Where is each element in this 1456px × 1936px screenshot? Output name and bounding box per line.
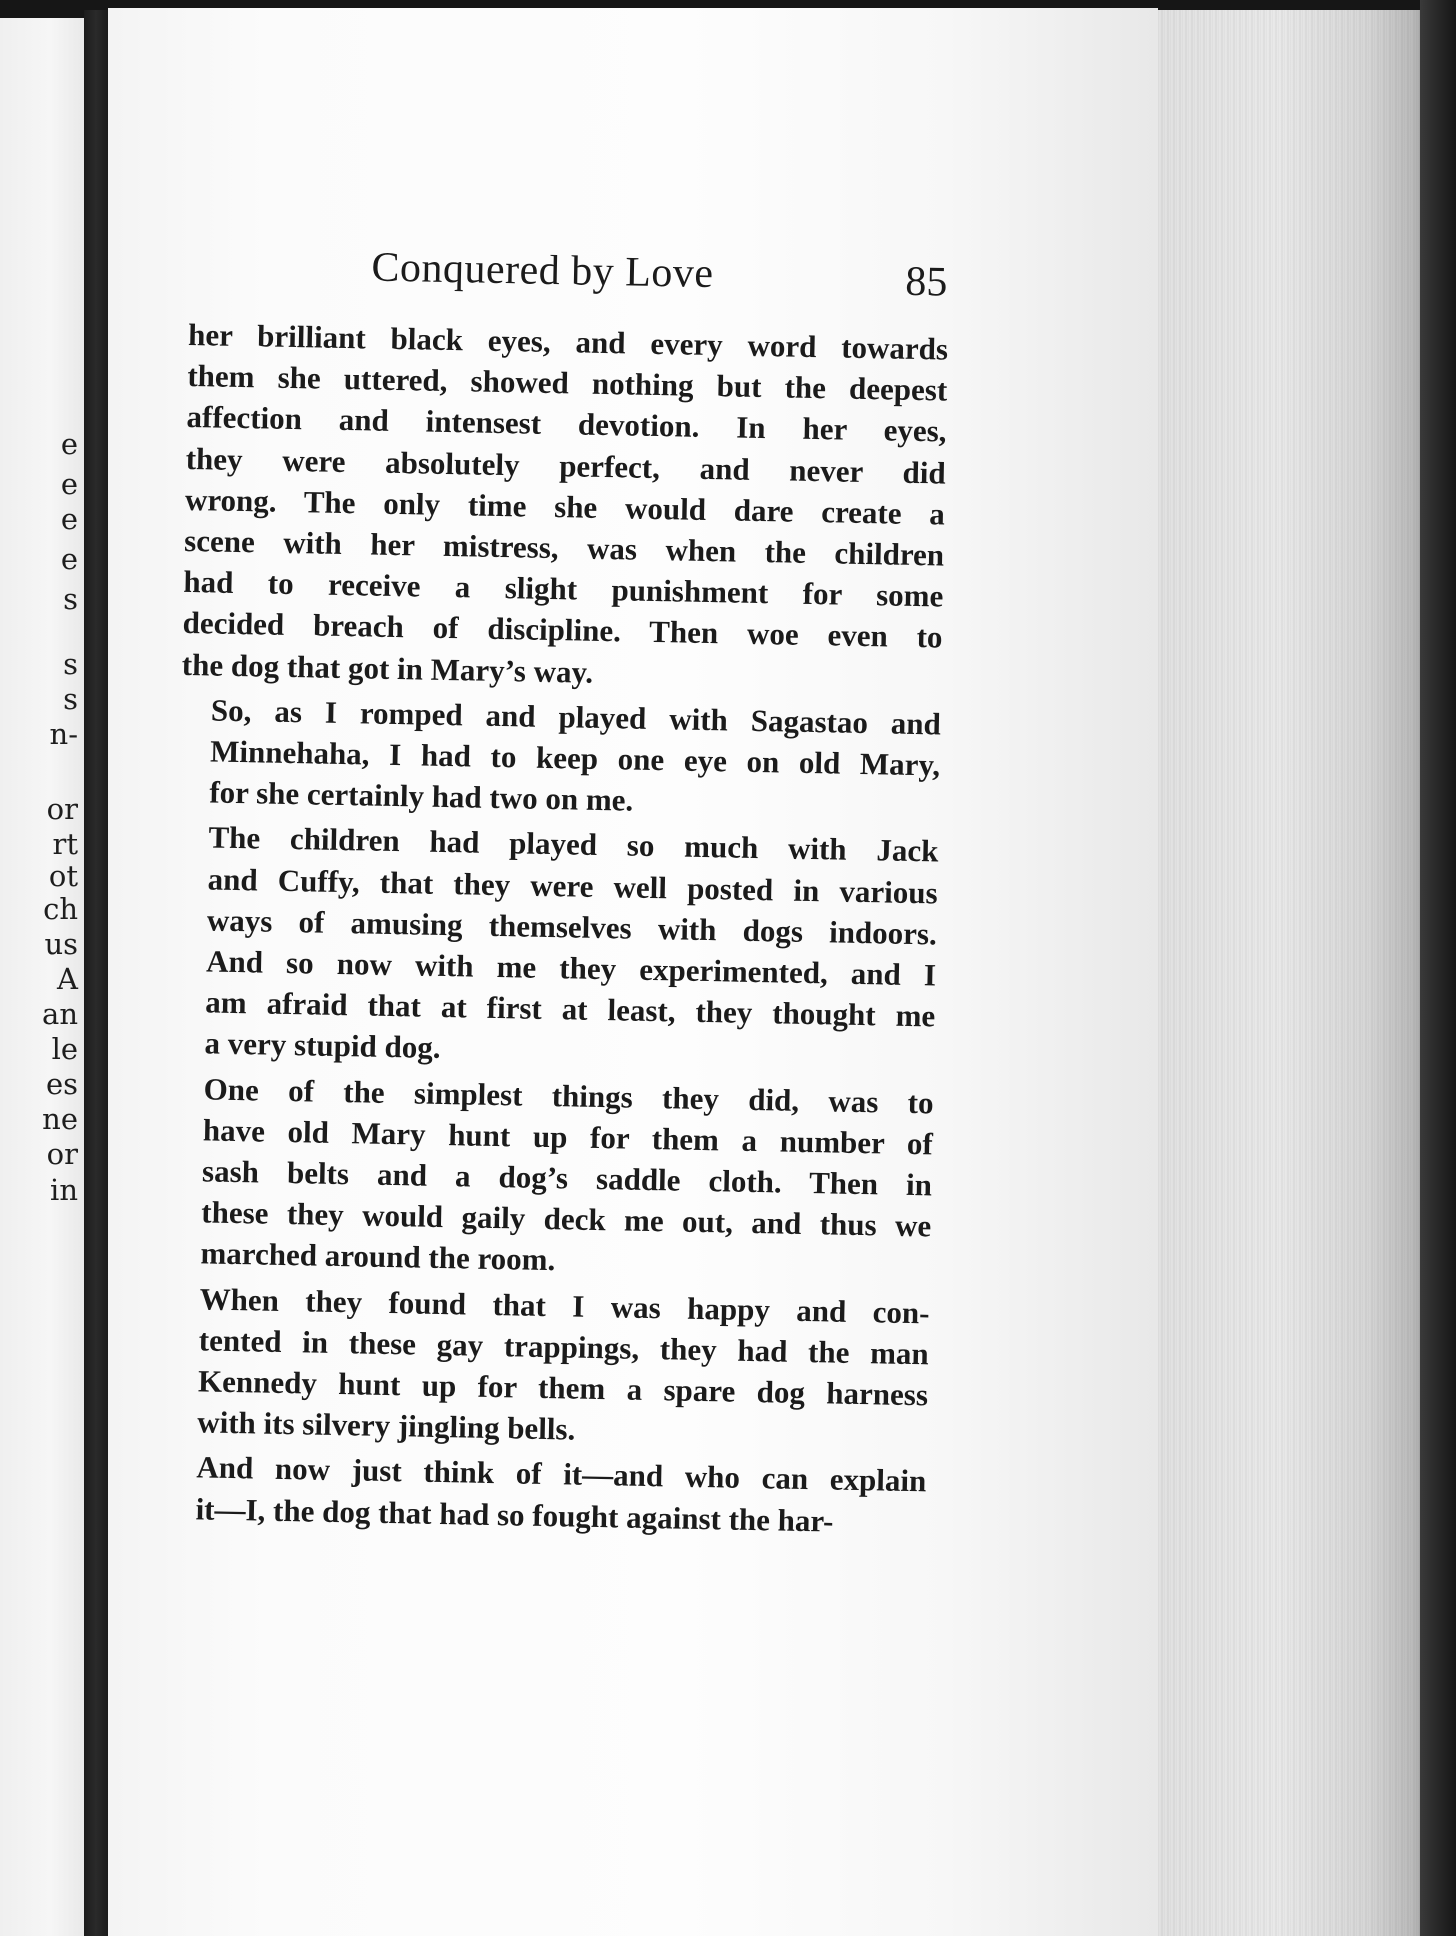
previous-page-fragment: an <box>42 997 78 1031</box>
text-line: So, as I romped and played with Sagastao and <box>210 692 942 742</box>
previous-page-fragment: s <box>63 682 78 716</box>
previous-page-fragment: e <box>60 427 78 461</box>
text-line: The children had played so much with Jack <box>208 819 939 869</box>
page-content <box>165 240 950 1547</box>
text-line: And so now with me they experimented, and I <box>205 943 937 993</box>
text-line: am afraid that at first at least, they thought me <box>205 984 936 1034</box>
paragraph <box>181 314 948 699</box>
text-line: Kennedy hunt up for them a spare dog harness <box>197 1363 929 1413</box>
previous-page-fragment: ot <box>48 859 78 893</box>
previous-page-fragment: e <box>60 467 78 501</box>
previous-page-fragment: or <box>46 1137 78 1171</box>
previous-page-text-fragments <box>0 18 80 1936</box>
previous-page-fragment: s <box>63 582 78 616</box>
text-line: When they found that I was happy and con- <box>199 1281 930 1331</box>
text-line: and Cuffy, that they were well posted in various <box>207 861 938 911</box>
book-gutter <box>84 10 108 1936</box>
text-line: Minnehaha, I had to keep one eye on old Mary, <box>209 733 941 783</box>
text-line: And now just think of it—and who can explain <box>196 1449 927 1499</box>
text-line: have old Mary hunt up for them a number of <box>202 1112 934 1162</box>
book-cover-edge <box>1420 0 1456 1936</box>
text-line: marched around the room. <box>200 1235 556 1278</box>
previous-page-fragment: le <box>51 1032 78 1066</box>
text-line: ways of amusing themselves with dogs indoors. <box>206 902 938 952</box>
text-line: tented in these gay trappings, they had the man <box>198 1322 930 1372</box>
text-line: affection and intensest devotion. In her eyes, <box>186 399 947 449</box>
text-line: the dog that got in Mary’s way. <box>181 646 594 690</box>
previous-page-fragment: in <box>50 1173 78 1207</box>
previous-page-fragment: or <box>46 792 78 826</box>
text-line: them she uttered, showed nothing but the deepest <box>187 358 948 408</box>
text-line: wrong. The only time she would dare create a <box>184 481 946 532</box>
text-line: decided breach of discipline. Then woe even to <box>182 605 943 655</box>
text-line: these they would gaily deck me out, and thus we <box>201 1194 932 1244</box>
text-line: scene with her mistress, was when the children <box>183 522 945 573</box>
page-number: 85 <box>904 258 948 306</box>
paragraph <box>170 1068 934 1289</box>
previous-page-fragment: e <box>60 542 78 576</box>
text-line: had to receive a slight punishment for some <box>183 564 944 614</box>
text-line: with its silvery jingling bells. <box>196 1404 576 1447</box>
text-line: it—I, the dog that had so fought against the har- <box>195 1491 834 1539</box>
text-line: for she certainly had two on me. <box>209 774 634 818</box>
body-text <box>165 314 948 1543</box>
previous-page-fragment: n- <box>49 717 78 751</box>
paragraph <box>174 816 939 1078</box>
previous-page-fragment: ne <box>42 1102 78 1136</box>
previous-page-fragment: us <box>44 927 78 961</box>
page-stack-edge <box>1158 10 1456 1936</box>
text-line: sash belts and a dog’s saddle cloth. Then in <box>201 1153 933 1203</box>
paragraph <box>165 1446 926 1543</box>
text-line: they were absolutely perfect, and never did <box>185 440 947 491</box>
previous-page-fragment: rt <box>52 827 78 861</box>
running-head-title: Conquered by Love <box>371 244 714 298</box>
previous-page-fragment: e <box>60 502 78 536</box>
paragraph <box>179 689 941 827</box>
previous-page-fragment: s <box>63 647 78 681</box>
previous-page-fragment: ch <box>43 892 78 926</box>
paragraph <box>167 1277 930 1456</box>
previous-page-fragment: es <box>45 1067 78 1101</box>
text-line: a very stupid dog. <box>204 1025 441 1066</box>
text-line: her brilliant black eyes, and every word towards <box>187 316 949 367</box>
text-line: One of the simplest things they did, was to <box>203 1071 934 1121</box>
previous-page-sliver <box>0 18 84 1936</box>
previous-page-fragment: A <box>57 962 78 996</box>
